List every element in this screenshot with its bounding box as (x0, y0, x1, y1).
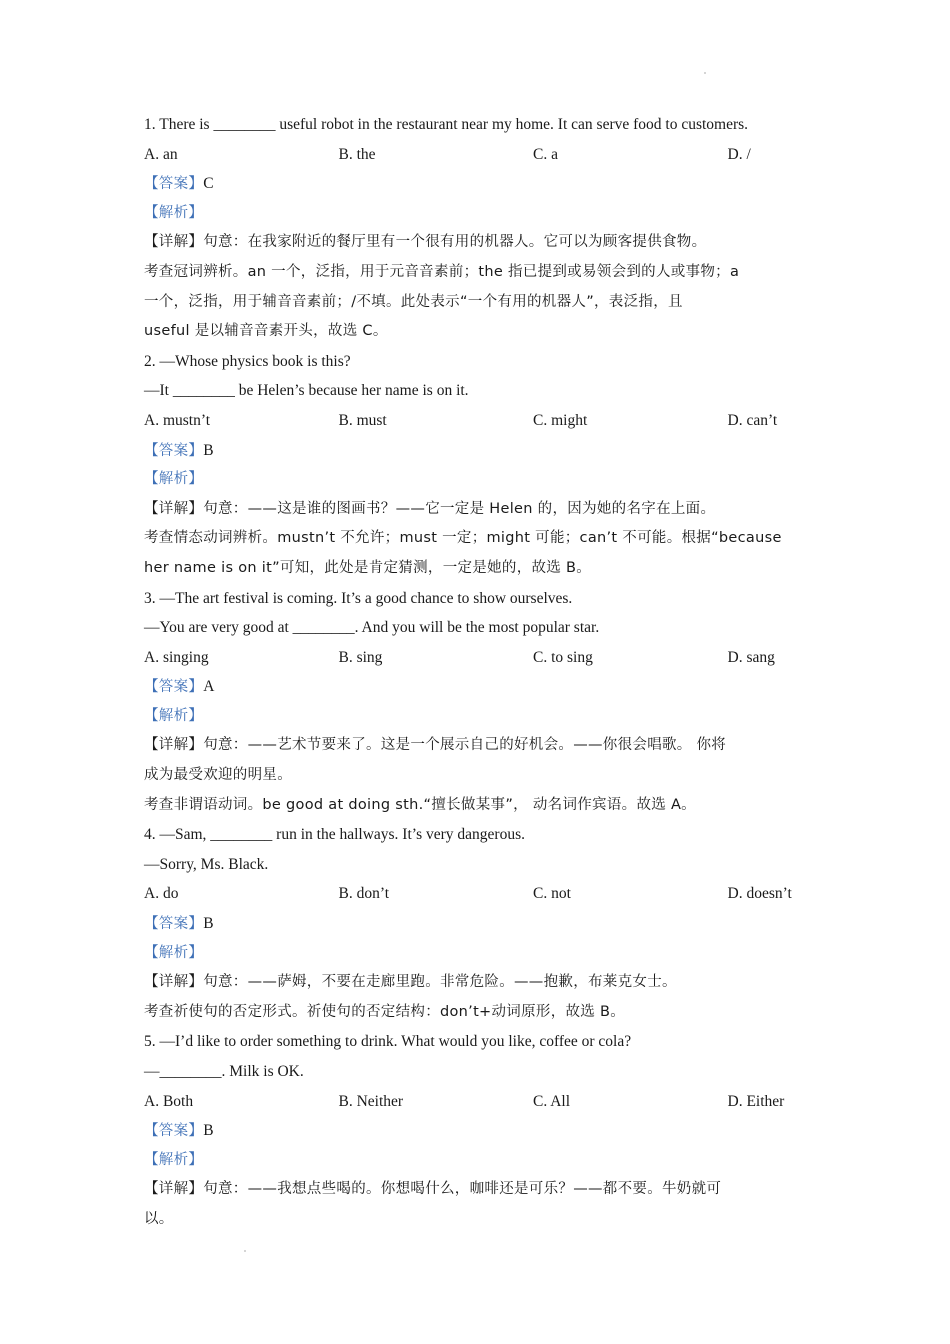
option-d: D. / (727, 145, 751, 163)
answer-line (144, 169, 809, 199)
question-block (144, 347, 809, 584)
answer-label: 【答案】 (144, 679, 204, 696)
answer-value: C (203, 175, 214, 193)
detail-explanation: 一个，泛指，用于辅音音素前；/不填。此处表示“一个有用的机器人”，表泛指，且 (144, 293, 683, 310)
option-a: A. do (144, 885, 179, 903)
answer-options (144, 879, 809, 909)
option-b: B. don’t (338, 885, 390, 903)
detail-translation: 【详解】句意：在我家附近的餐厅里有一个很有用的机器人。它可以为顾客提供食物。 (144, 234, 707, 251)
question-stem: 5. —I’d like to order something to drink. What would you like, coffee or cola? (144, 1033, 632, 1051)
question-dialogue-line: —You are very good at ________. And you will be the most popular star. (144, 619, 600, 637)
option-b: B. sing (338, 648, 383, 666)
analysis-label: 【解析】 (144, 471, 204, 488)
question-stem: 2. —Whose physics book is this? (144, 352, 351, 370)
answer-line (144, 909, 809, 939)
question-block (144, 1027, 809, 1234)
detail-translation: 【详解】句意：——萨姆，不要在走廊里跑。非常危险。——抱歉，布莱克女士。 (144, 974, 677, 991)
question-stem: 3. —The art festival is coming. It’s a good chance to show ourselves. (144, 589, 573, 607)
answer-options (144, 140, 809, 170)
detail-explanation: 考查情态动词辨析。mustn’t 不允许；must 一定；might 可能；can’t 不可能。根据“because (144, 530, 782, 547)
answer-line (144, 436, 809, 466)
option-c: C. not (533, 885, 571, 903)
detail-translation: 【详解】句意：——艺术节要来了。这是一个展示自己的好机会。——你很会唱歌。 你将 (144, 737, 727, 754)
analysis-label: 【解析】 (144, 204, 204, 221)
detail-explanation: 以。 (144, 1210, 174, 1227)
question-block (144, 820, 809, 1027)
detail-translation: 【详解】句意：——这是谁的图画书？——它一定是 Helen 的，因为她的名字在上面。 (144, 500, 716, 517)
answer-line (144, 1116, 809, 1146)
answer-options (144, 1087, 809, 1117)
question-stem: 4. —Sam, ________ run in the hallways. It’s very dangerous. (144, 826, 525, 844)
answer-options (144, 406, 809, 436)
answer-value: B (203, 441, 214, 459)
option-a: A. mustn’t (144, 411, 211, 429)
option-a: A. Both (144, 1092, 194, 1110)
option-a: A. an (144, 145, 178, 163)
document-page (144, 110, 809, 1235)
option-d: D. sang (727, 648, 775, 666)
analysis-label: 【解析】 (144, 707, 204, 724)
question-block (144, 110, 809, 347)
question-dialogue-line: —________. Milk is OK. (144, 1063, 304, 1080)
answer-value: B (203, 1122, 214, 1140)
question-dialogue-line: —Sorry, Ms. Black. (144, 855, 269, 873)
detail-translation: 【详解】句意：——我想点些喝的。你想喝什么，咖啡还是可乐？——都不要。牛奶就可 (144, 1181, 722, 1198)
option-c: C. All (533, 1092, 571, 1110)
option-c: C. to sing (533, 648, 593, 666)
question-dialogue-line: —It ________ be Helen’s because her name is on it. (144, 382, 469, 400)
option-c: C. a (533, 145, 558, 163)
detail-explanation: 考查冠词辨析。an 一个，泛指，用于元音音素前；the 指已提到或易领会到的人或事物；a (144, 263, 740, 280)
option-a: A. singing (144, 648, 209, 666)
option-b: B. must (338, 411, 387, 429)
option-c: C. might (533, 411, 588, 429)
page-mark-top (704, 72, 706, 74)
detail-explanation: 成为最受欢迎的明星。 (144, 767, 292, 784)
detail-explanation: her name is on it”可知，此处是肯定猜测，一定是她的，故选 B。 (144, 559, 592, 576)
analysis-label: 【解析】 (144, 944, 204, 961)
option-d: D. Either (727, 1092, 785, 1110)
answer-value: B (203, 915, 214, 933)
answer-label: 【答案】 (144, 916, 204, 933)
page-mark-bottom (244, 1250, 246, 1252)
detail-explanation: 考查非谓语动词。be good at doing sth.“擅长做某事”， 动名词作宾语。故选 A。 (144, 796, 696, 813)
detail-explanation: useful 是以辅音音素开头，故选 C。 (144, 323, 388, 340)
answer-options (144, 643, 809, 673)
analysis-label: 【解析】 (144, 1151, 204, 1168)
answer-line (144, 672, 809, 702)
answer-label: 【答案】 (144, 176, 204, 193)
option-b: B. the (338, 145, 376, 163)
answer-label: 【答案】 (144, 1123, 204, 1140)
detail-explanation: 考查祈使句的否定形式。祈使句的否定结构：don’t+动词原形，故选 B。 (144, 1003, 626, 1020)
question-block (144, 584, 809, 821)
option-d: D. can’t (727, 411, 778, 429)
option-d: D. doesn’t (727, 885, 792, 903)
answer-value: A (203, 678, 215, 696)
answer-label: 【答案】 (144, 442, 204, 459)
option-b: B. Neither (338, 1092, 404, 1110)
question-stem: 1. There is ________ useful robot in the restaurant near my home. It can serve food to customers. (144, 116, 749, 133)
